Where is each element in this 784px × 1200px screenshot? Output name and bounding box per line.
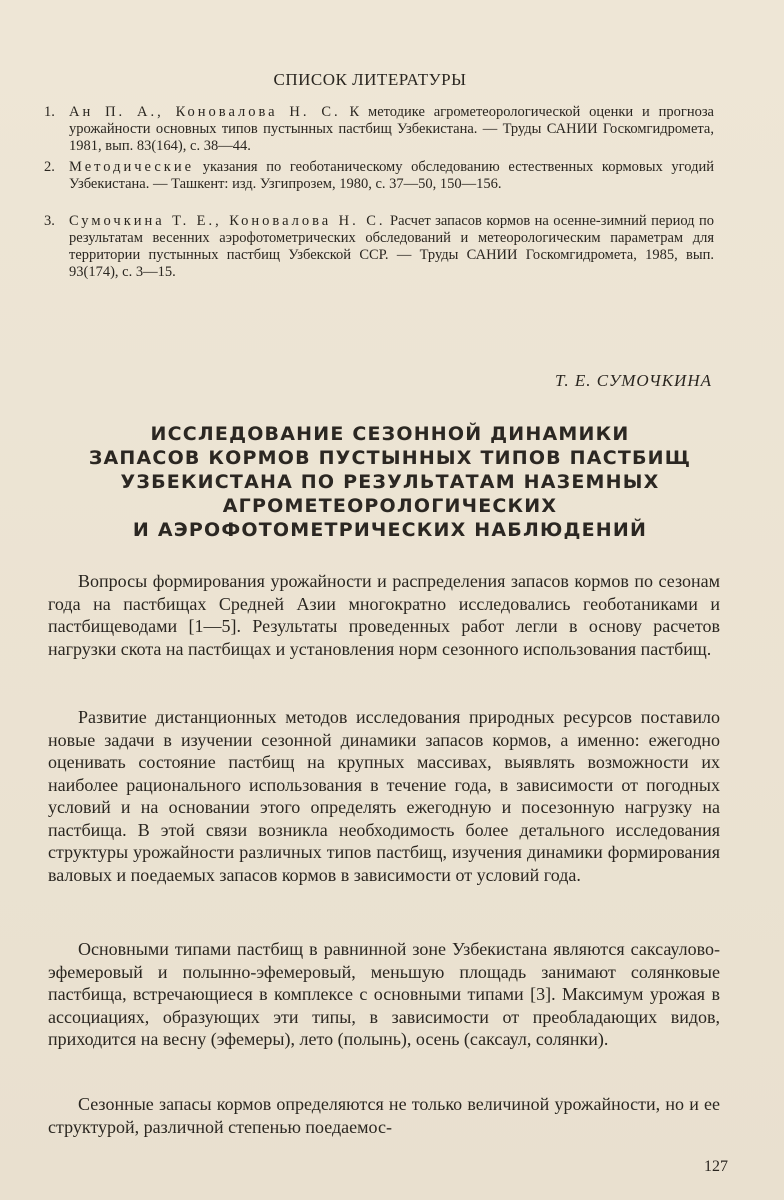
reference-authors: Сумочкина Т. Е., Коновалова Н. С. bbox=[69, 213, 386, 229]
title-line: И АЭРОФОТОМЕТРИЧЕСКИХ НАБЛЮДЕНИЙ bbox=[132, 519, 648, 541]
body-paragraph: Вопросы формирования урожайности и распределения запасов кормов по сезонам года на пастбищах Средней Азии многократно исследовались геоботаниками и пастбищеводами [1—5]. Результаты проведенных работ легли в основу расчетов нагрузки скота на пастбищах и установления норм сезонного использования пастбищ. bbox=[48, 571, 720, 659]
title-line: ЗАПАСОВ КОРМОВ ПУСТЫННЫХ ТИПОВ ПАСТБИЩ bbox=[88, 447, 692, 469]
title-line: АГРОМЕТЕОРОЛОГИЧЕСКИХ bbox=[222, 495, 558, 517]
reference-text: К методике агрометеорологической оценки и прогноза урожайности основных типов пустынных пастбищ Узбекистана. — Труды САНИИ Госкомгидромета, 1981, вып. 83(164), с. 38—44. bbox=[69, 104, 714, 154]
reference-number: 1. bbox=[44, 104, 55, 120]
reference-body bbox=[69, 159, 714, 193]
reference-item bbox=[44, 213, 714, 281]
references-heading: СПИСОК ЛИТЕРАТУРЫ bbox=[273, 70, 467, 89]
reference-number: 3. bbox=[44, 213, 55, 229]
reference-body bbox=[69, 104, 714, 155]
reference-item bbox=[44, 104, 714, 155]
page-number: 127 bbox=[704, 1158, 728, 1175]
reference-text: указания по геоботаническому обследованию естественных кормовых угодий Узбекистана. — Ташкент: изд. Узгипрозем, 1980, с. 37—50, 150—156. bbox=[69, 159, 715, 192]
body-paragraph: Основными типами пастбищ в равнинной зоне Узбекистана являются саксаулово-эфемеровый и полынно-эфемеровый, меньшую площадь занимают солянковые пастбища, встречающиеся в комплексе с основными типами [3]. Максимум урожая в ассоциациях, образующих эти типы, в зависимости от преобладающих видов, приходится на весну (эфемеры), лето (полынь), осень (саксаул, солянки). bbox=[48, 939, 720, 1049]
article-author: Т. Е. СУМОЧКИНА bbox=[554, 371, 712, 390]
reference-body bbox=[69, 213, 714, 281]
reference-text: Расчет запасов кормов на осенне-зимний период по результатам весенних аэрофотометрических обследований и метеорологическим параметрам для территории пустынных пастбищ Узбекской ССР. — Труды САНИИ Госкомгидромета, 1985, вып. 93(174), с. 3—15. bbox=[69, 213, 715, 280]
title-line: УЗБЕКИСТАНА ПО РЕЗУЛЬТАТАМ НАЗЕМНЫХ bbox=[120, 471, 660, 493]
reference-authors: Ан П. А., Коновалова Н. С. bbox=[69, 104, 341, 120]
reference-number: 2. bbox=[44, 159, 55, 175]
reference-authors: Методические bbox=[69, 159, 195, 175]
body-paragraph: Сезонные запасы кормов определяются не только величиной урожайности, но и ее структурой, различной степенью поедаемос- bbox=[48, 1094, 720, 1137]
title-line: ИССЛЕДОВАНИЕ СЕЗОННОЙ ДИНАМИКИ bbox=[150, 423, 630, 445]
reference-item bbox=[44, 159, 714, 193]
article-title bbox=[40, 422, 740, 542]
body-paragraph: Развитие дистанционных методов исследования природных ресурсов поставило новые задачи в изучении сезонной динамики запасов кормов, а именно: ежегодно оценивать состояние пастбищ на крупных массивах, выявлять возможности их наиболее рационального использования в течение года, в зависимости от погодных условий и на основании этого определять ежегодную и посезонную нагрузку на пастбища. В этой связи возникла необходимость более детального исследования структуры урожайности различных типов пастбищ, изучения динамики формирования валовых и поедаемых запасов кормов в зависимости от условий года. bbox=[48, 707, 720, 885]
